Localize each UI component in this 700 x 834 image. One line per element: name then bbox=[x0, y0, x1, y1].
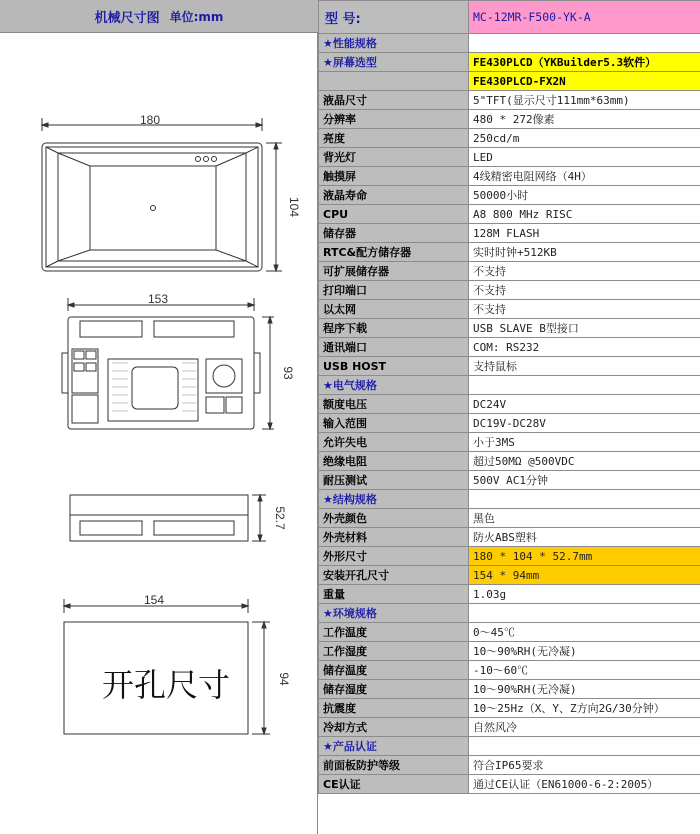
spec-value: 154 * 94mm bbox=[469, 566, 700, 585]
spec-row bbox=[319, 129, 700, 148]
spec-row bbox=[319, 680, 700, 699]
spec-key bbox=[319, 72, 469, 91]
side-depth-label: 52.7 bbox=[273, 506, 287, 530]
spec-value: 10～90%RH(无冷凝) bbox=[469, 642, 700, 661]
spec-key: 允许失电 bbox=[319, 433, 469, 452]
spec-value: 不支持 bbox=[469, 281, 700, 300]
spec-value: 50000小时 bbox=[469, 186, 700, 205]
spec-value: COM: RS232 bbox=[469, 338, 700, 357]
spec-row bbox=[319, 224, 700, 243]
spec-key: RTC&配方储存器 bbox=[319, 243, 469, 262]
spec-value: 防火ABS塑料 bbox=[469, 528, 700, 547]
spec-row bbox=[319, 72, 700, 91]
spec-value: 小于3MS bbox=[469, 433, 700, 452]
section-row bbox=[319, 53, 700, 72]
spec-row bbox=[319, 775, 700, 794]
spec-row bbox=[319, 338, 700, 357]
spec-value: DC24V bbox=[469, 395, 700, 414]
cutout-label: 开孔尺寸 bbox=[101, 667, 231, 703]
spec-row bbox=[319, 281, 700, 300]
spec-key: ★屏幕选型 bbox=[319, 53, 469, 72]
spec-value: LED bbox=[469, 148, 700, 167]
section-row bbox=[319, 604, 700, 623]
front-height-label: 104 bbox=[287, 196, 301, 218]
spec-value: 500V AC1分钟 bbox=[469, 471, 700, 490]
spec-key: 液晶寿命 bbox=[319, 186, 469, 205]
drawing-title: 机械尺寸图 bbox=[94, 10, 160, 26]
spec-row bbox=[319, 718, 700, 737]
spec-table bbox=[318, 0, 700, 794]
spec-key: CPU bbox=[319, 205, 469, 224]
spec-value: DC19V-DC28V bbox=[469, 414, 700, 433]
spec-value: FE430PLCD（YKBuilder5.3软件） bbox=[469, 53, 700, 72]
spec-key: 储存温度 bbox=[319, 661, 469, 680]
spec-key: 安装开孔尺寸 bbox=[319, 566, 469, 585]
spec-row bbox=[319, 547, 700, 566]
spec-value: 5"TFT(显示尺寸111mm*63mm) bbox=[469, 91, 700, 110]
spec-key: 打印端口 bbox=[319, 281, 469, 300]
spec-row bbox=[319, 433, 700, 452]
spec-key: ★性能规格 bbox=[319, 34, 469, 53]
back-height-label: 93 bbox=[281, 366, 295, 380]
spec-key: 输入范围 bbox=[319, 414, 469, 433]
front-view bbox=[42, 118, 282, 271]
section-row bbox=[319, 34, 700, 53]
spec-row bbox=[319, 452, 700, 471]
spec-row bbox=[319, 414, 700, 433]
spec-key: 以太网 bbox=[319, 300, 469, 319]
spec-row bbox=[319, 319, 700, 338]
spec-key: 触摸屏 bbox=[319, 167, 469, 186]
spec-row bbox=[319, 395, 700, 414]
spec-key: 重量 bbox=[319, 585, 469, 604]
spec-value: 180 * 104 * 52.7mm bbox=[469, 547, 700, 566]
spec-key: 额度电压 bbox=[319, 395, 469, 414]
spec-value bbox=[469, 34, 700, 53]
spec-row bbox=[319, 357, 700, 376]
spec-key: 可扩展储存器 bbox=[319, 262, 469, 281]
spec-value: -10～60℃ bbox=[469, 661, 700, 680]
spec-row bbox=[319, 699, 700, 718]
spec-key: 工作温度 bbox=[319, 623, 469, 642]
spec-key: 绝缘电阻 bbox=[319, 452, 469, 471]
spec-row bbox=[319, 205, 700, 224]
spec-key: CE认证 bbox=[319, 775, 469, 794]
spec-key: 分辨率 bbox=[319, 110, 469, 129]
spec-key: 储存器 bbox=[319, 224, 469, 243]
spec-value: 通过CE认证（EN61000-6-2:2005） bbox=[469, 775, 700, 794]
back-view bbox=[62, 298, 274, 429]
spec-row bbox=[319, 167, 700, 186]
mechanical-drawing bbox=[0, 33, 318, 834]
spec-key: 外壳材料 bbox=[319, 528, 469, 547]
drawing-column bbox=[0, 0, 318, 834]
spec-value: 1.03g bbox=[469, 585, 700, 604]
cutout-height-label: 94 bbox=[277, 672, 291, 686]
spec-value: 支持鼠标 bbox=[469, 357, 700, 376]
spec-key: 背光灯 bbox=[319, 148, 469, 167]
spec-value: 128M FLASH bbox=[469, 224, 700, 243]
spec-row bbox=[319, 756, 700, 775]
spec-key: 外形尺寸 bbox=[319, 547, 469, 566]
spec-row bbox=[319, 186, 700, 205]
spec-row bbox=[319, 585, 700, 604]
spec-row bbox=[319, 262, 700, 281]
model-value: MC-12MR-F500-YK-A bbox=[469, 1, 700, 34]
spec-row bbox=[319, 471, 700, 490]
spec-key: 通讯端口 bbox=[319, 338, 469, 357]
spec-value: 超过50MΩ @500VDC bbox=[469, 452, 700, 471]
spec-value: A8 800 MHz RISC bbox=[469, 205, 700, 224]
spec-row bbox=[319, 148, 700, 167]
spec-row bbox=[319, 91, 700, 110]
spec-key: ★产品认证 bbox=[319, 737, 469, 756]
section-row bbox=[319, 376, 700, 395]
spec-row bbox=[319, 566, 700, 585]
spec-value: 黑色 bbox=[469, 509, 700, 528]
spec-row bbox=[319, 528, 700, 547]
spec-value: 10～90%RH(无冷凝) bbox=[469, 680, 700, 699]
drawing-unit: 单位:mm bbox=[169, 9, 224, 24]
spec-value: USB SLAVE B型接口 bbox=[469, 319, 700, 338]
side-view bbox=[70, 495, 266, 541]
spec-row bbox=[319, 661, 700, 680]
spec-value: 实时时钟+512KB bbox=[469, 243, 700, 262]
spec-key: USB HOST bbox=[319, 357, 469, 376]
spec-value bbox=[469, 376, 700, 395]
drawing-header bbox=[0, 0, 318, 33]
spec-key: 工作湿度 bbox=[319, 642, 469, 661]
front-width-label: 180 bbox=[139, 113, 161, 127]
spec-key: 液晶尺寸 bbox=[319, 91, 469, 110]
spec-row bbox=[319, 243, 700, 262]
model-label: 型 号: bbox=[319, 1, 469, 34]
back-width-label: 153 bbox=[147, 292, 169, 306]
section-row bbox=[319, 737, 700, 756]
spec-value: 4线精密电阻网络（4H） bbox=[469, 167, 700, 186]
spec-value: 自然风冷 bbox=[469, 718, 700, 737]
spec-key: 冷却方式 bbox=[319, 718, 469, 737]
spec-key: ★电气规格 bbox=[319, 376, 469, 395]
spec-value: 不支持 bbox=[469, 300, 700, 319]
spec-value: 480 * 272像素 bbox=[469, 110, 700, 129]
spec-key: ★环境规格 bbox=[319, 604, 469, 623]
spec-value: FE430PLCD-FX2N bbox=[469, 72, 700, 91]
spec-value bbox=[469, 604, 700, 623]
spec-row bbox=[319, 642, 700, 661]
spec-row bbox=[319, 300, 700, 319]
spec-row bbox=[319, 509, 700, 528]
spec-key: 抗震度 bbox=[319, 699, 469, 718]
spec-row bbox=[319, 110, 700, 129]
spec-value: 0～45℃ bbox=[469, 623, 700, 642]
spec-key: ★结构规格 bbox=[319, 490, 469, 509]
spec-key: 储存湿度 bbox=[319, 680, 469, 699]
model-row bbox=[319, 1, 700, 34]
spec-value: 10～25Hz（X、Y、Z方向2G/30分钟） bbox=[469, 699, 700, 718]
spec-value: 符合IP65要求 bbox=[469, 756, 700, 775]
spec-key: 前面板防护等级 bbox=[319, 756, 469, 775]
spec-key: 耐压测试 bbox=[319, 471, 469, 490]
spec-value: 250cd/m bbox=[469, 129, 700, 148]
spec-key: 外壳颜色 bbox=[319, 509, 469, 528]
spec-key: 亮度 bbox=[319, 129, 469, 148]
spec-value bbox=[469, 737, 700, 756]
spec-value: 不支持 bbox=[469, 262, 700, 281]
cutout-width-label: 154 bbox=[143, 593, 165, 607]
spec-row bbox=[319, 623, 700, 642]
spec-key: 程序下载 bbox=[319, 319, 469, 338]
section-row bbox=[319, 490, 700, 509]
spec-value bbox=[469, 490, 700, 509]
